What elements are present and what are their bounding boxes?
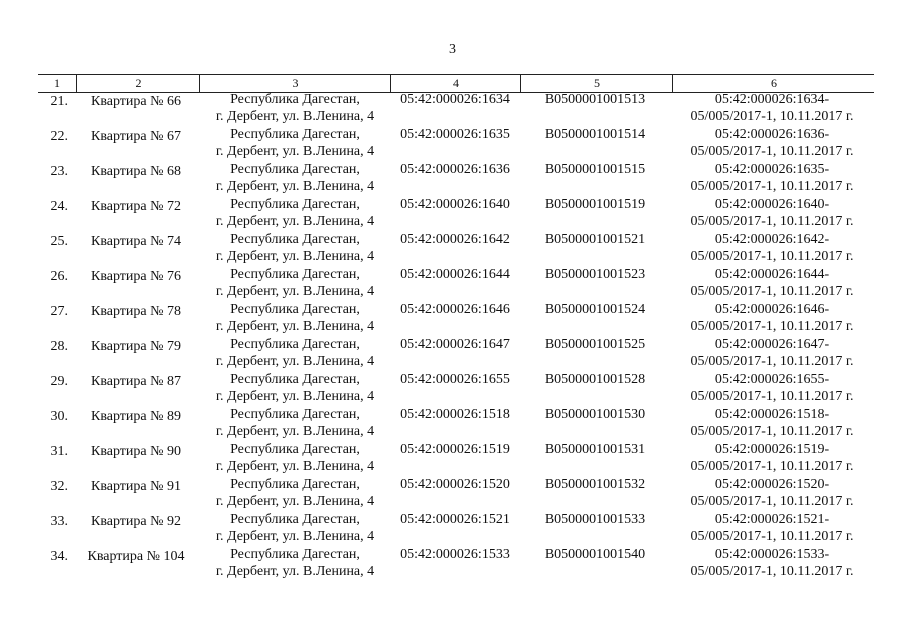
cadastral-number: 05:42:000026:1518 (400, 407, 510, 422)
registry-number: В0500001001514 (544, 127, 646, 142)
registry-number: В0500001001533 (544, 512, 646, 527)
record-line-1: 05:42:000026:1644- (714, 267, 830, 282)
registry-number: В0500001001528 (544, 372, 646, 387)
table-row (0, 511, 905, 546)
registry-number: В0500001001531 (544, 442, 646, 457)
address-line-2: г. Дербент, ул. В.Ленина, 4 (215, 389, 375, 404)
address-line-1: Республика Дагестан, (230, 302, 360, 317)
address-line-2: г. Дербент, ул. В.Ленина, 4 (215, 459, 375, 474)
apartment-name: Квартира № 89 (91, 409, 181, 424)
row-number: 34. (50, 549, 68, 564)
table-row (0, 476, 905, 511)
row-number: 29. (50, 374, 68, 389)
column-header-6: 6 (672, 75, 875, 92)
column-header-1: 1 (54, 76, 60, 90)
cadastral-number: 05:42:000026:1636 (400, 162, 510, 177)
address-line-1: Республика Дагестан, (230, 92, 360, 107)
address-line-1: Республика Дагестан, (230, 512, 360, 527)
row-number: 24. (50, 199, 68, 214)
apartment-name: Квартира № 68 (91, 164, 181, 179)
record-line-1: 05:42:000026:1636- (714, 127, 830, 142)
apartment-name: Квартира № 91 (91, 479, 181, 494)
address-line-2: г. Дербент, ул. В.Ленина, 4 (215, 179, 375, 194)
record-line-2: 05/005/2017-1, 10.11.2017 г. (690, 459, 854, 474)
record-line-1: 05:42:000026:1634- (714, 92, 830, 107)
record-line-2: 05/005/2017-1, 10.11.2017 г. (690, 354, 854, 369)
apartment-name: Квартира № 104 (87, 549, 185, 564)
address-line-1: Республика Дагестан, (230, 337, 360, 352)
address-line-1: Республика Дагестан, (230, 127, 360, 142)
address-line-1: Республика Дагестан, (230, 162, 360, 177)
address-line-2: г. Дербент, ул. В.Ленина, 4 (215, 529, 375, 544)
cadastral-number: 05:42:000026:1521 (400, 512, 510, 527)
address-line-1: Республика Дагестан, (230, 232, 360, 247)
address-line-1: Республика Дагестан, (230, 197, 360, 212)
address-line-2: г. Дербент, ул. В.Ленина, 4 (215, 564, 375, 579)
record-line-2: 05/005/2017-1, 10.11.2017 г. (690, 144, 854, 159)
address-line-2: г. Дербент, ул. В.Ленина, 4 (215, 424, 375, 439)
table-row (0, 406, 905, 441)
cadastral-number: 05:42:000026:1634 (400, 92, 510, 107)
record-line-2: 05/005/2017-1, 10.11.2017 г. (690, 564, 854, 579)
table-row (0, 231, 905, 266)
cadastral-number: 05:42:000026:1655 (400, 372, 510, 387)
apartment-name: Квартира № 79 (91, 339, 181, 354)
table-row (0, 371, 905, 406)
record-line-2: 05/005/2017-1, 10.11.2017 г. (690, 319, 854, 334)
row-number: 31. (50, 444, 68, 459)
row-number: 25. (50, 234, 68, 249)
cadastral-number: 05:42:000026:1646 (400, 302, 510, 317)
address-line-2: г. Дербент, ул. В.Ленина, 4 (215, 249, 375, 264)
row-number: 22. (50, 129, 68, 144)
address-line-2: г. Дербент, ул. В.Ленина, 4 (215, 284, 375, 299)
apartment-name: Квартира № 74 (91, 234, 181, 249)
apartment-name: Квартира № 66 (91, 94, 181, 109)
cadastral-number: 05:42:000026:1644 (400, 267, 510, 282)
address-line-1: Республика Дагестан, (230, 477, 360, 492)
record-line-2: 05/005/2017-1, 10.11.2017 г. (690, 214, 854, 229)
registry-number: В0500001001540 (544, 547, 646, 562)
registry-number: В0500001001521 (544, 232, 646, 247)
record-line-2: 05/005/2017-1, 10.11.2017 г. (690, 179, 854, 194)
address-line-2: г. Дербент, ул. В.Ленина, 4 (215, 144, 375, 159)
address-line-2: г. Дербент, ул. В.Ленина, 4 (215, 214, 375, 229)
table-row (0, 266, 905, 301)
table-row (0, 91, 905, 126)
record-line-1: 05:42:000026:1518- (714, 407, 830, 422)
table-row (0, 161, 905, 196)
record-line-2: 05/005/2017-1, 10.11.2017 г. (690, 284, 854, 299)
table-row (0, 336, 905, 371)
registry-number: В0500001001532 (544, 477, 646, 492)
apartment-name: Квартира № 90 (91, 444, 181, 459)
column-header-3: 3 (199, 75, 391, 92)
registry-number: В0500001001524 (544, 302, 646, 317)
address-line-1: Республика Дагестан, (230, 407, 360, 422)
page-number: 3 (449, 42, 456, 57)
cadastral-number: 05:42:000026:1642 (400, 232, 510, 247)
record-line-2: 05/005/2017-1, 10.11.2017 г. (690, 494, 854, 509)
record-line-2: 05/005/2017-1, 10.11.2017 г. (690, 249, 854, 264)
row-number: 26. (50, 269, 68, 284)
table-row (0, 441, 905, 476)
address-line-1: Республика Дагестан, (230, 372, 360, 387)
apartment-name: Квартира № 76 (91, 269, 181, 284)
table-row (0, 196, 905, 231)
table-row (0, 546, 905, 581)
cadastral-number: 05:42:000026:1635 (400, 127, 510, 142)
column-header-2: 2 (76, 75, 200, 92)
record-line-1: 05:42:000026:1646- (714, 302, 830, 317)
record-line-1: 05:42:000026:1533- (714, 547, 830, 562)
registry-number: В0500001001513 (544, 92, 646, 107)
address-line-2: г. Дербент, ул. В.Ленина, 4 (215, 494, 375, 509)
registry-number: В0500001001515 (544, 162, 646, 177)
record-line-1: 05:42:000026:1519- (714, 442, 830, 457)
record-line-2: 05/005/2017-1, 10.11.2017 г. (690, 109, 854, 124)
cadastral-number: 05:42:000026:1533 (400, 547, 510, 562)
registry-number: В0500001001525 (544, 337, 646, 352)
row-number: 27. (50, 304, 68, 319)
address-line-2: г. Дербент, ул. В.Ленина, 4 (215, 354, 375, 369)
row-number: 32. (50, 479, 68, 494)
address-line-1: Республика Дагестан, (230, 547, 360, 562)
row-number: 23. (50, 164, 68, 179)
record-line-1: 05:42:000026:1635- (714, 162, 830, 177)
cadastral-number: 05:42:000026:1640 (400, 197, 510, 212)
row-number: 28. (50, 339, 68, 354)
record-line-2: 05/005/2017-1, 10.11.2017 г. (690, 389, 854, 404)
cadastral-number: 05:42:000026:1519 (400, 442, 510, 457)
record-line-1: 05:42:000026:1647- (714, 337, 830, 352)
address-line-2: г. Дербент, ул. В.Ленина, 4 (215, 109, 375, 124)
apartment-name: Квартира № 67 (91, 129, 181, 144)
table-row (0, 126, 905, 161)
record-line-1: 05:42:000026:1521- (714, 512, 830, 527)
record-line-1: 05:42:000026:1640- (714, 197, 830, 212)
registry-number: В0500001001523 (544, 267, 646, 282)
column-header-5: 5 (520, 75, 673, 92)
address-line-1: Республика Дагестан, (230, 267, 360, 282)
record-line-1: 05:42:000026:1642- (714, 232, 830, 247)
table-row (0, 301, 905, 336)
column-header-4: 4 (390, 75, 521, 92)
registry-number: В0500001001530 (544, 407, 646, 422)
row-number: 30. (50, 409, 68, 424)
address-line-2: г. Дербент, ул. В.Ленина, 4 (215, 319, 375, 334)
record-line-1: 05:42:000026:1655- (714, 372, 830, 387)
record-line-2: 05/005/2017-1, 10.11.2017 г. (690, 424, 854, 439)
apartment-name: Квартира № 78 (91, 304, 181, 319)
row-number: 33. (50, 514, 68, 529)
registry-number: В0500001001519 (544, 197, 646, 212)
record-line-2: 05/005/2017-1, 10.11.2017 г. (690, 529, 854, 544)
apartment-name: Квартира № 72 (91, 199, 181, 214)
record-line-1: 05:42:000026:1520- (714, 477, 830, 492)
row-number: 21. (50, 94, 68, 109)
apartment-name: Квартира № 87 (91, 374, 181, 389)
address-line-1: Республика Дагестан, (230, 442, 360, 457)
apartment-name: Квартира № 92 (91, 514, 181, 529)
cadastral-number: 05:42:000026:1520 (400, 477, 510, 492)
cadastral-number: 05:42:000026:1647 (400, 337, 510, 352)
